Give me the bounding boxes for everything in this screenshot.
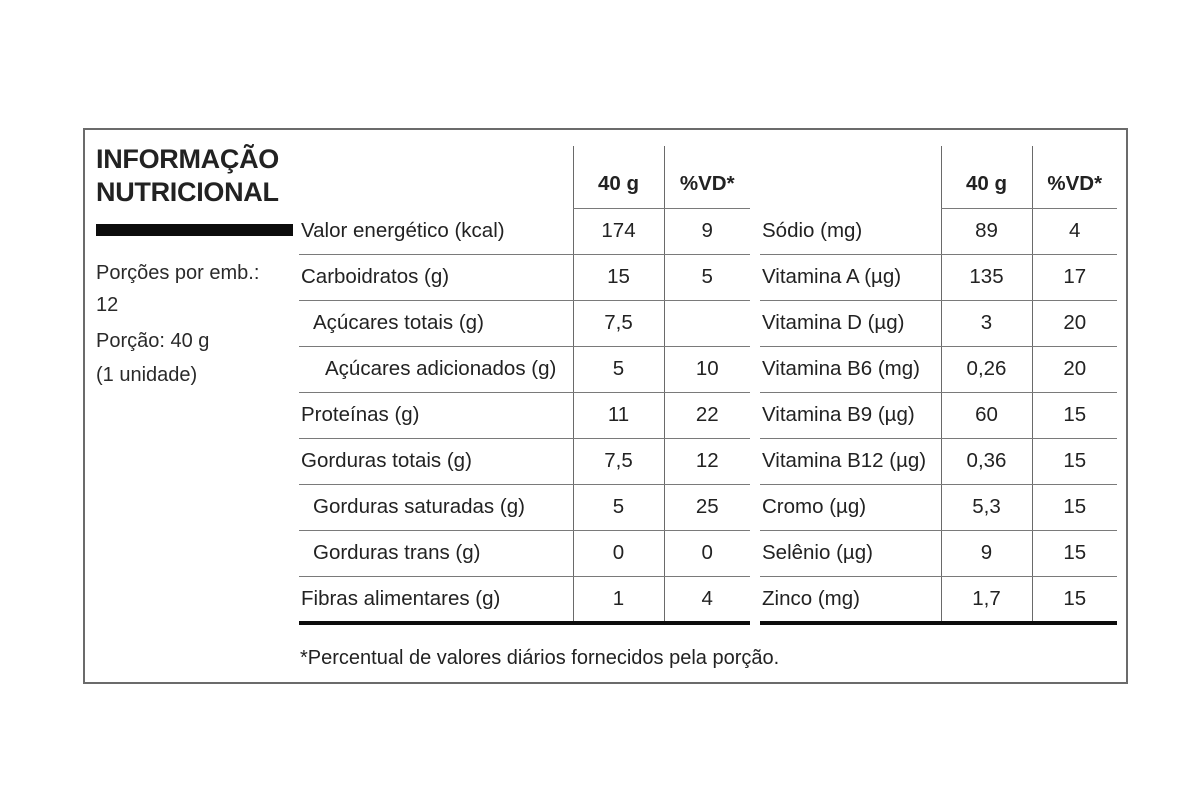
- nutrient-amount: 9: [941, 530, 1032, 576]
- nutrient-daily-value: [664, 300, 750, 346]
- nutrient-row: [299, 254, 750, 300]
- nutrient-amount: 174: [573, 208, 664, 254]
- nutrient-row: [760, 254, 1117, 300]
- portion-unit: (1 unidade): [96, 364, 198, 386]
- nutrient-label: Gorduras saturadas (g): [299, 484, 573, 530]
- nutrient-label: Sódio (mg): [760, 208, 941, 254]
- footnote: *Percentual de valores diários fornecidos pela porção.: [300, 647, 780, 669]
- nutrient-amount: 5: [573, 346, 664, 392]
- header-dv: %VD*: [664, 146, 750, 208]
- nutrient-amount: 11: [573, 392, 664, 438]
- nutrient-label: Selênio (µg): [760, 530, 941, 576]
- portion-info: [96, 256, 286, 392]
- nutrient-row: [760, 346, 1117, 392]
- nutrient-daily-value: 20: [1032, 346, 1117, 392]
- nutrients-table-left: [299, 146, 750, 625]
- nutrient-label: Cromo (µg): [760, 484, 941, 530]
- nutrient-label: Proteínas (g): [299, 392, 573, 438]
- nutrient-amount: 60: [941, 392, 1032, 438]
- nutrient-daily-value: 25: [664, 484, 750, 530]
- nutrient-amount: 89: [941, 208, 1032, 254]
- nutrient-amount: 1,7: [941, 576, 1032, 623]
- header-row: [760, 146, 1117, 208]
- header-dv: %VD*: [1032, 146, 1117, 208]
- nutrient-row: [299, 300, 750, 346]
- nutrient-daily-value: 5: [664, 254, 750, 300]
- nutrient-row: [760, 392, 1117, 438]
- header-blank: [760, 146, 941, 208]
- nutrient-label: Zinco (mg): [760, 576, 941, 623]
- nutrient-label: Açúcares adicionados (g): [299, 346, 573, 392]
- label-title: [96, 143, 296, 209]
- nutrient-label: Vitamina B9 (µg): [760, 392, 941, 438]
- nutrient-daily-value: 12: [664, 438, 750, 484]
- nutrient-amount: 0,26: [941, 346, 1032, 392]
- title-line-1: INFORMAÇÃO: [96, 144, 279, 174]
- nutrients-table-right: [760, 146, 1117, 625]
- nutrient-amount: 7,5: [573, 300, 664, 346]
- nutrient-amount: 5: [573, 484, 664, 530]
- nutrient-row: [299, 346, 750, 392]
- header-amount: 40 g: [941, 146, 1032, 208]
- nutrient-label: Gorduras totais (g): [299, 438, 573, 484]
- nutrient-row: [760, 208, 1117, 254]
- nutrient-amount: 0: [573, 530, 664, 576]
- nutrient-row: [760, 438, 1117, 484]
- nutrient-row: [760, 576, 1117, 623]
- nutrient-daily-value: 9: [664, 208, 750, 254]
- nutrient-label: Vitamina B6 (mg): [760, 346, 941, 392]
- portion-label: Porção: 40 g: [96, 330, 210, 352]
- header-row: [299, 146, 750, 208]
- nutrient-amount: 135: [941, 254, 1032, 300]
- nutrient-daily-value: 10: [664, 346, 750, 392]
- nutrient-label: Valor energético (kcal): [299, 208, 573, 254]
- nutrient-label: Carboidratos (g): [299, 254, 573, 300]
- header-blank: [299, 146, 573, 208]
- nutrient-daily-value: 4: [664, 576, 750, 623]
- nutrient-daily-value: 17: [1032, 254, 1117, 300]
- nutrient-daily-value: 15: [1032, 392, 1117, 438]
- nutrient-row: [299, 484, 750, 530]
- nutrient-daily-value: 0: [664, 530, 750, 576]
- nutrient-label: Vitamina D (µg): [760, 300, 941, 346]
- nutrient-row: [299, 576, 750, 623]
- nutrient-label: Fibras alimentares (g): [299, 576, 573, 623]
- nutrient-daily-value: 15: [1032, 576, 1117, 623]
- nutrient-row: [760, 484, 1117, 530]
- nutrient-row: [760, 530, 1117, 576]
- nutrient-row: [299, 392, 750, 438]
- nutrient-row: [299, 530, 750, 576]
- nutrient-label: Vitamina B12 (µg): [760, 438, 941, 484]
- nutrient-daily-value: 15: [1032, 438, 1117, 484]
- servings-label: Porções por emb.:: [96, 262, 260, 284]
- header-amount: 40 g: [573, 146, 664, 208]
- nutrient-row: [299, 208, 750, 254]
- nutrient-label: Vitamina A (µg): [760, 254, 941, 300]
- nutrient-amount: 3: [941, 300, 1032, 346]
- nutrient-amount: 5,3: [941, 484, 1032, 530]
- servings-value: 12: [96, 294, 119, 316]
- nutrient-label: Açúcares totais (g): [299, 300, 573, 346]
- title-line-2: NUTRICIONAL: [96, 177, 279, 207]
- nutrient-amount: 0,36: [941, 438, 1032, 484]
- nutrient-amount: 7,5: [573, 438, 664, 484]
- nutrient-amount: 15: [573, 254, 664, 300]
- nutrient-daily-value: 20: [1032, 300, 1117, 346]
- nutrient-daily-value: 22: [664, 392, 750, 438]
- nutrient-label: Gorduras trans (g): [299, 530, 573, 576]
- nutrient-daily-value: 15: [1032, 530, 1117, 576]
- nutrient-daily-value: 15: [1032, 484, 1117, 530]
- nutrient-daily-value: 4: [1032, 208, 1117, 254]
- nutrient-amount: 1: [573, 576, 664, 623]
- nutrient-row: [760, 300, 1117, 346]
- nutrient-row: [299, 438, 750, 484]
- title-divider-bar: [96, 224, 293, 236]
